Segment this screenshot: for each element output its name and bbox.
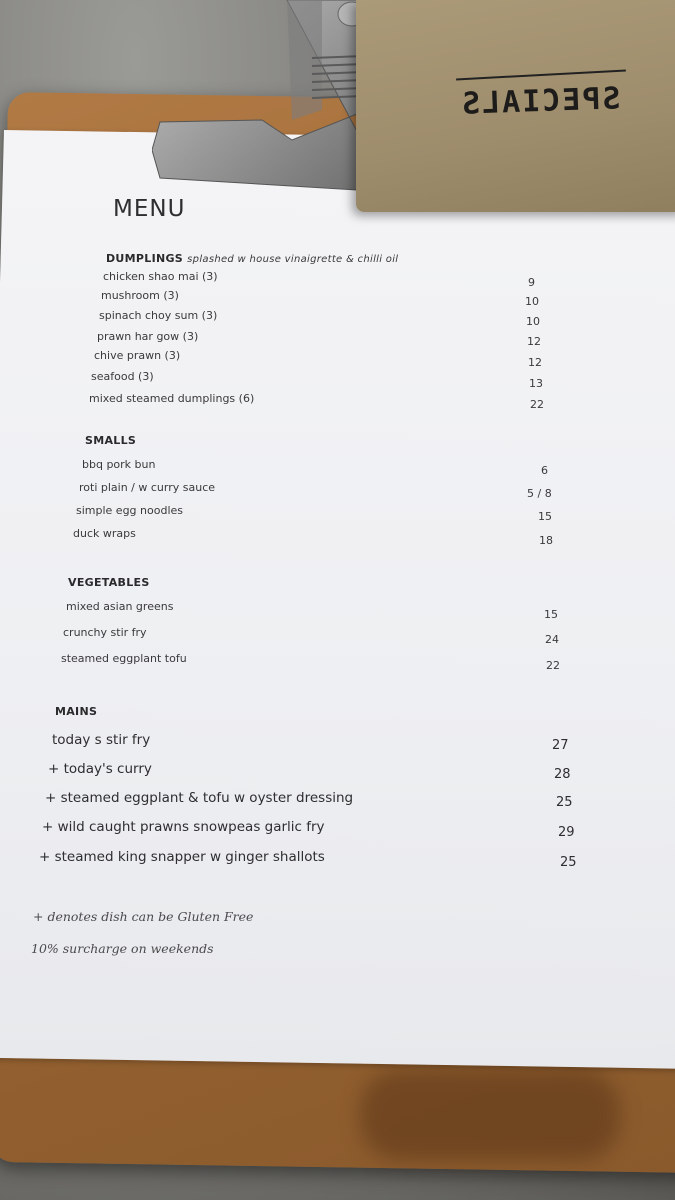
menu-title: MENU xyxy=(113,196,186,222)
clip-icon xyxy=(152,0,382,195)
menu-item-price: 25 xyxy=(556,795,573,810)
specials-card xyxy=(356,0,675,212)
menu-item-price: 13 xyxy=(529,377,543,390)
menu-item-price: 12 xyxy=(528,356,542,369)
menu-item-price: 18 xyxy=(539,534,553,547)
specials-label: SPECIALS xyxy=(459,81,622,122)
menu-item-price: 10 xyxy=(526,315,540,328)
menu-item-name: + today's curry xyxy=(48,761,152,777)
menu-item-price: 28 xyxy=(554,767,571,782)
menu-item-price: 15 xyxy=(544,608,558,621)
menu-item-price: 22 xyxy=(546,659,560,672)
menu-item-price: 29 xyxy=(558,825,575,840)
menu-item-price: 12 xyxy=(527,335,541,348)
clipboard-shadow xyxy=(360,1070,620,1160)
menu-item-price: 24 xyxy=(545,633,559,646)
menu-item-price: 6 xyxy=(541,464,548,477)
menu-item-price: 5 / 8 xyxy=(527,487,552,500)
menu-item-price: 27 xyxy=(552,738,569,753)
menu-item-name: mushroom (3) xyxy=(101,289,179,302)
section-name: VEGETABLES xyxy=(68,576,150,589)
section-name: DUMPLINGS xyxy=(106,252,184,265)
specials-underline xyxy=(456,70,626,81)
menu-item-name: chive prawn (3) xyxy=(94,349,181,362)
menu-item-name: steamed eggplant tofu xyxy=(61,652,187,665)
menu-item-name: mixed asian greens xyxy=(66,600,174,613)
menu-item-name: prawn har gow (3) xyxy=(97,330,199,343)
menu-item-price: 22 xyxy=(530,398,544,411)
menu-item-name: + steamed eggplant & tofu w oyster dressing xyxy=(45,790,354,806)
menu-item-name: + steamed king snapper w ginger shallots xyxy=(39,849,325,865)
section-heading xyxy=(106,252,398,265)
menu-item-name: duck wraps xyxy=(73,527,136,540)
gluten-free-note: + denotes dish can be Gluten Free xyxy=(33,909,254,924)
menu-item-name: bbq pork bun xyxy=(82,458,156,471)
menu-item-name: crunchy stir fry xyxy=(63,626,147,639)
menu-item-price: 9 xyxy=(528,276,535,289)
menu-item-name: chicken shao mai (3) xyxy=(103,270,218,283)
menu-item-price: 25 xyxy=(560,855,577,870)
menu-item-name: spinach choy sum (3) xyxy=(99,309,218,322)
menu-item-name: today s stir fry xyxy=(52,732,151,748)
section-name: SMALLS xyxy=(85,434,137,447)
section-name: MAINS xyxy=(55,705,98,718)
section-subtitle: splashed w house vinaigrette & chilli oil xyxy=(187,254,399,265)
menu-item-name: + wild caught prawns snowpeas garlic fry xyxy=(42,819,325,835)
surcharge-note: 10% surcharge on weekends xyxy=(31,941,214,956)
menu-item-price: 10 xyxy=(525,295,539,308)
menu-item-name: mixed steamed dumplings (6) xyxy=(89,392,255,405)
menu-item-price: 15 xyxy=(538,510,552,523)
menu-item-name: roti plain / w curry sauce xyxy=(79,481,216,494)
menu-item-name: simple egg noodles xyxy=(76,504,184,517)
menu-item-name: seafood (3) xyxy=(91,370,154,383)
